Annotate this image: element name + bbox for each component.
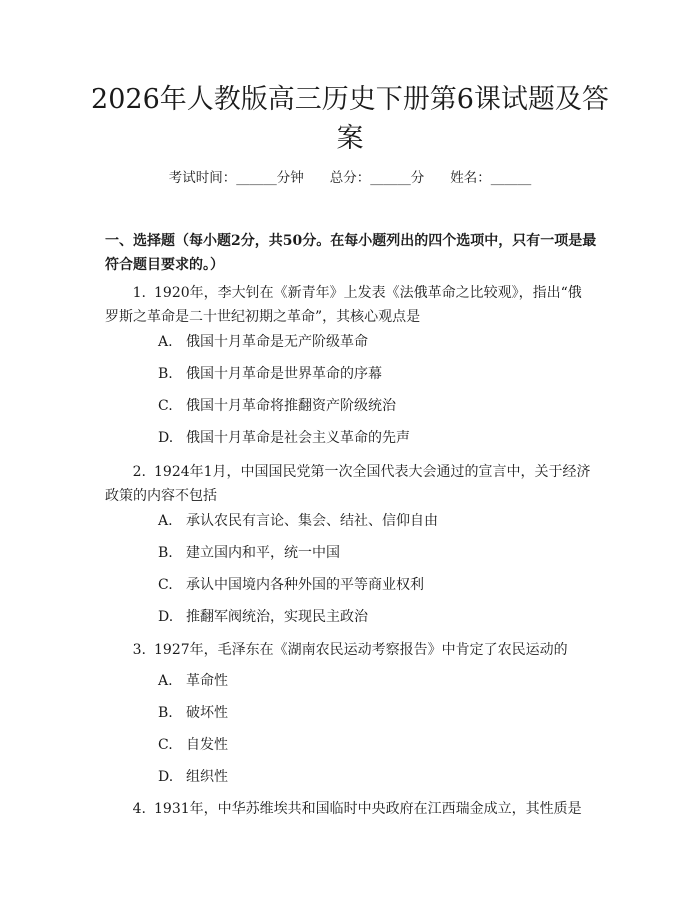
option-letter: D. [158,769,174,785]
option-1a [158,332,598,352]
option-3b [158,703,598,723]
option-2a [158,511,598,531]
option-2b [158,543,598,563]
option-3d [158,767,598,787]
option-text: 革命性 [186,673,228,689]
option-1d [158,428,598,448]
option-text: 俄国十月革命是世界革命的序幕 [186,366,382,382]
option-text: 组织性 [186,769,228,785]
option-2d [158,607,598,627]
option-1b [158,364,598,384]
option-text: 俄国十月革命将推翻资产阶级统治 [186,398,396,414]
section-heading: 一、选择题（每小题2分，共50分。在每小题列出的四个选项中，只有一项是最符合题目要求的。） [105,233,597,273]
option-letter: C. [158,577,173,593]
question-1 [105,281,595,329]
question-2 [105,460,595,508]
option-3a [158,671,598,691]
option-text: 推翻军阀统治，实现民主政治 [186,609,368,625]
question-3 [105,638,595,662]
total-score-label: 总分：______分 [329,170,425,186]
option-letter: D. [158,430,174,446]
option-1c [158,396,598,416]
question-number: 4. [132,801,146,817]
option-letter: A. [158,673,173,689]
option-2c [158,575,598,595]
page-title: 2026年人教版高三历史下册第6课试题及答案 [91,84,609,154]
option-text: 建立国内和平，统一中国 [186,545,340,561]
option-text: 俄国十月革命是社会主义革命的先声 [186,430,410,446]
student-name-label: 姓名：______ [450,170,532,186]
question-text: 1924年1月，中国国民党第一次全国代表大会通过的宣言中，关于经济政策的内容不包括 [105,464,591,504]
option-letter: B. [158,545,173,561]
option-text: 破坏性 [186,705,228,721]
option-text: 承认中国境内各种外国的平等商业权利 [186,577,424,593]
exam-time-label: 考试时间：______分钟 [168,170,304,186]
option-text: 自发性 [186,737,228,753]
exam-info-line [0,168,700,188]
question-text: 1931年，中华苏维埃共和国临时中央政府在江西瑞金成立，其性质是 [154,801,582,817]
option-text: 俄国十月革命是无产阶级革命 [186,334,368,350]
question-4 [105,797,595,821]
option-letter: C. [158,737,173,753]
option-letter: A. [158,334,173,350]
option-letter: C. [158,398,173,414]
question-text: 1927年，毛泽东在《湖南农民运动考察报告》中肯定了农民运动的 [154,642,568,658]
question-number: 2. [132,464,146,480]
option-letter: B. [158,366,173,382]
question-number: 3. [132,642,146,658]
option-letter: A. [158,513,173,529]
option-letter: B. [158,705,173,721]
option-3c [158,735,598,755]
option-letter: D. [158,609,174,625]
option-text: 承认农民有言论、集会、结社、信仰自由 [186,513,438,529]
question-text: 1920年，李大钊在《新青年》上发表《法俄革命之比较观》，指出“俄罗斯之革命是二十世纪初期之革命”，其核心观点是 [105,285,582,325]
question-number: 1. [132,285,146,301]
